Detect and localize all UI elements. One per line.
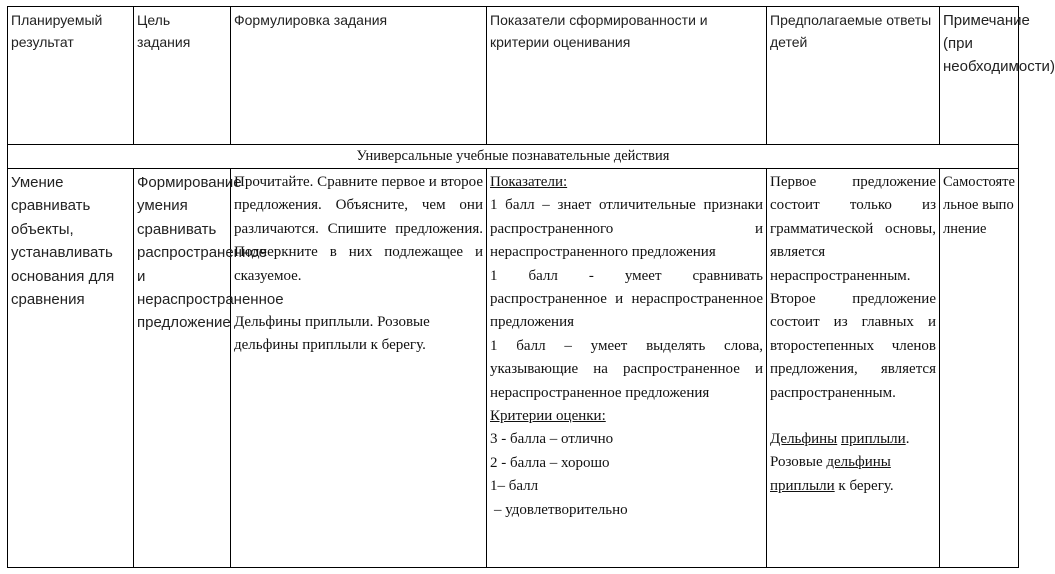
header-row [8, 7, 1019, 145]
header-task: Формулировка задания [231, 7, 487, 145]
section-row [8, 145, 1019, 169]
content-row [8, 169, 1019, 568]
header-indicators: Показатели сформированности и критерии оценивания [487, 7, 767, 145]
cell-answers [767, 169, 940, 568]
criteria-item: 2 - балла – хорошо [490, 454, 610, 471]
predicate-word: приплыли [770, 477, 835, 494]
criteria-item: 3 - балла – отлично [490, 431, 614, 448]
plain-word: Розовые [770, 454, 827, 471]
task-text: Дельфины приплыли. Розовые дельфины приплыли к берегу. [234, 314, 430, 354]
indicators-title: Показатели: [490, 174, 568, 190]
lesson-plan-table [7, 6, 1055, 568]
indicator-item: 1 балл – знает отличительные признаки распространенного и нераспространенного предложения [490, 197, 763, 261]
header-note: Примечание (при необходимости) [940, 7, 1019, 145]
indicator-item: 1 балл – умеет выделять слова, указывающие на распространенное и нераспространенное предложения [490, 337, 763, 401]
criteria-item: 1– балл [490, 478, 539, 495]
cell-goal: Формирование умения сравнивать распространенное и нераспространенное предложение [134, 169, 231, 568]
cell-note [940, 169, 1019, 568]
task-instruction: Прочитайте. Сравните первое и второе предложения. Объясните, чем они различаются. Спишите предложения. Подчеркните в них подлежащее и сказуемое. [234, 174, 483, 284]
cell-task [231, 169, 487, 568]
section-title: Универсальные учебные познавательные действия [8, 145, 1019, 169]
answer-second: Второе предложение состоит из главных и второстепенных членов предложения, является распространенным. [770, 291, 936, 401]
indicator-item: 1 балл - умеет сравнивать распространенное и нераспространенное предложения [490, 267, 763, 331]
subject-word: Дельфины [770, 431, 838, 448]
cell-result: Умение сравнивать объекты, устанавливать основания для сравнения [8, 169, 134, 568]
predicate-word: приплыли [841, 431, 906, 448]
subject-word: дельфины [826, 454, 891, 471]
criteria-item: – удовлетворительно [494, 501, 628, 518]
answer-example [770, 428, 936, 498]
punctuation: . [905, 431, 910, 448]
answer-first: Первое предложение состоит только из грамматической основы, является нераспространенным. [770, 174, 936, 284]
document-page [7, 6, 1055, 568]
criteria-title: Критерии оценки: [490, 408, 606, 425]
header-goal: Цель задания [134, 7, 231, 145]
header-result: Планируемый результат [8, 7, 134, 145]
cell-indicators [487, 169, 767, 568]
note-text: Самостоятельное выполнение [943, 174, 1015, 237]
header-answers: Предполагаемые ответы детей [767, 7, 940, 145]
spacer [770, 405, 936, 428]
plain-text: к берегу. [834, 477, 894, 494]
